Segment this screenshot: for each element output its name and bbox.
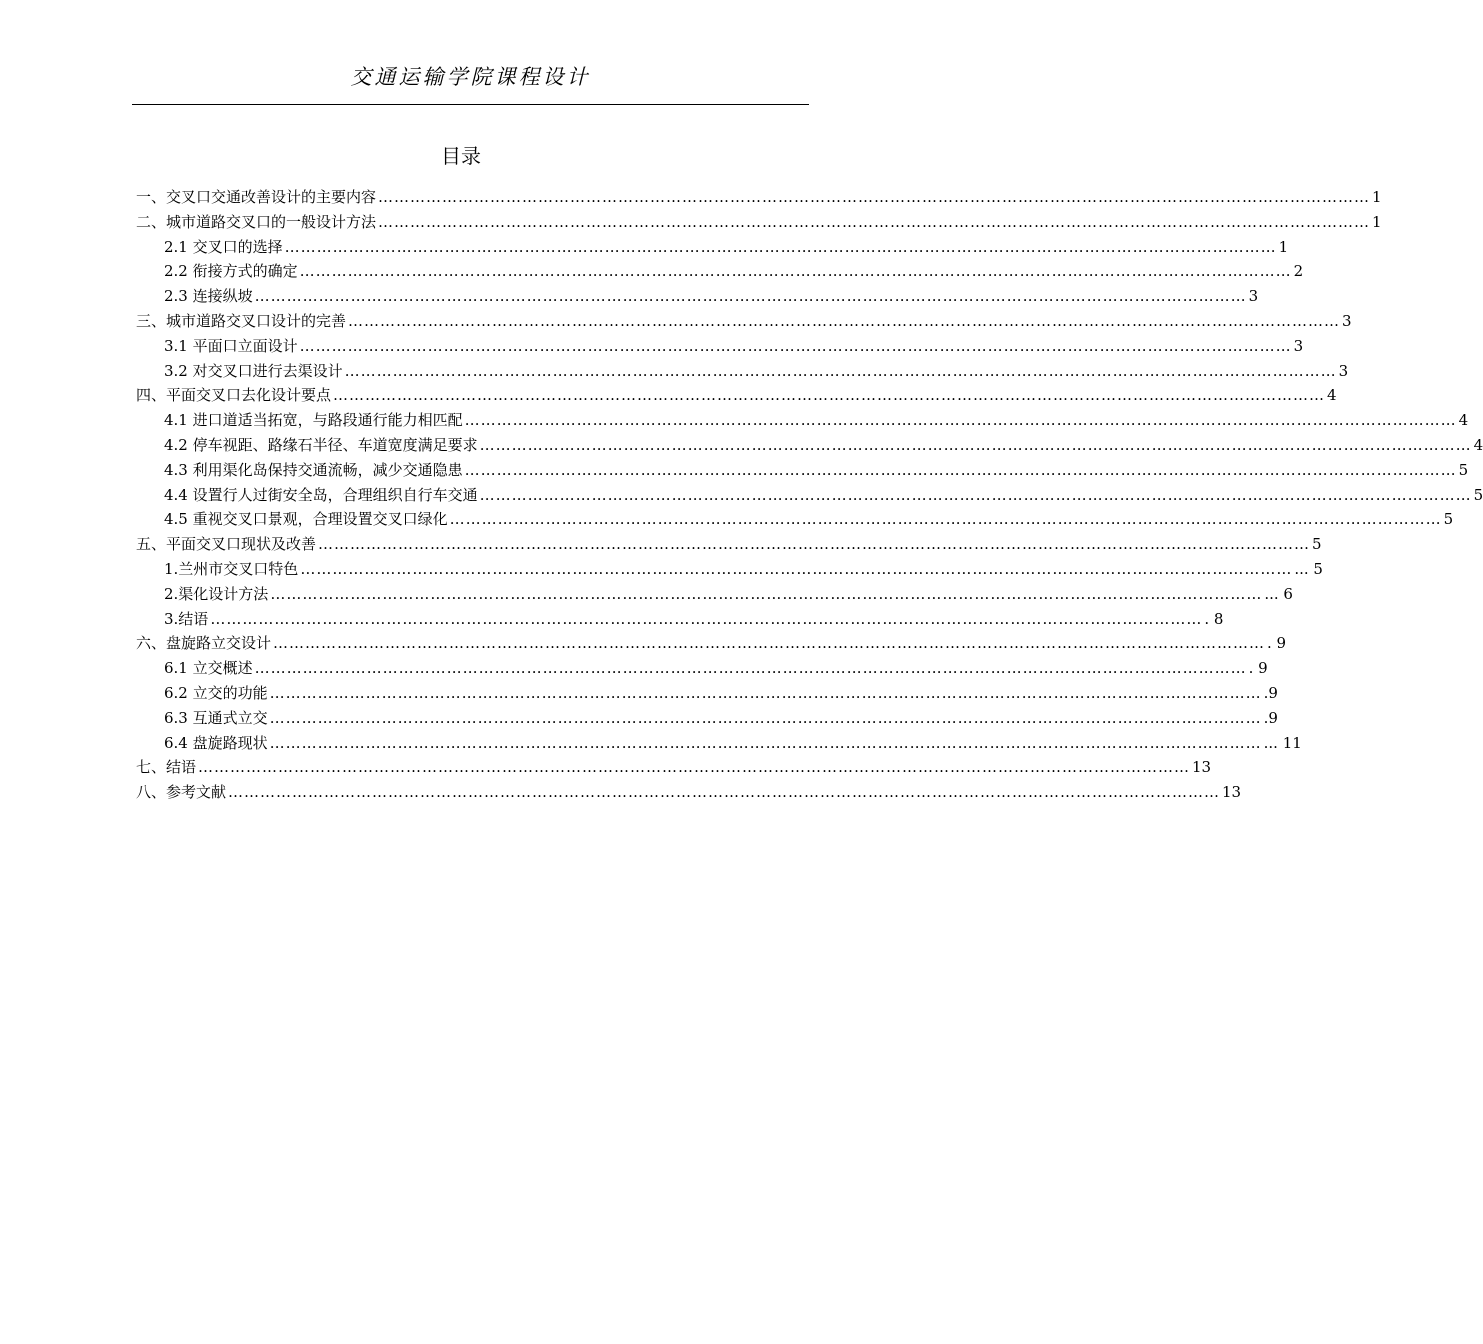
toc-page-number: ... 6 [1264,584,1293,603]
toc-entry-label: 4.5 重视交叉口景观，合理设置交叉口绿化 [164,510,448,529]
toc-entry-label: 二、城市道路交叉口的一般设计方法 [136,212,377,231]
toc-page-number: 3 [1342,311,1352,330]
toc-page-number: 4 [1458,411,1469,430]
toc-page-number: 3 [1293,336,1304,355]
toc-leader: …………………………………………………………………………………………………………………………………………………………………… [348,311,1341,330]
toc-leader: …………………………………………………………………………………………………………………………………………………………………… [269,683,1262,702]
toc-entry[interactable] [136,532,1322,557]
toc-entry[interactable] [136,780,1242,805]
toc-page-number: . 8 [1204,609,1224,628]
toc-leader: …………………………………………………………………………………………………………………………………………………………………… [270,584,1263,603]
toc-entry[interactable] [136,210,1382,235]
toc-entry-label: 三、城市道路交叉口设计的完善 [136,311,347,330]
toc-leader: …………………………………………………………………………………………………………………………………………………………………… [318,535,1311,554]
toc-leader: …………………………………………………………………………………………………………………………………………………………………… [479,435,1472,454]
toc-entry[interactable] [136,681,1278,706]
toc-entry-label: 3.2 对交叉口进行去渠设计 [164,361,343,380]
toc-page-number: 4 [1327,386,1337,405]
toc-entry-label: 4.4 设置行人过街安全岛，合理组织自行车交通 [164,485,478,504]
toc-entry[interactable] [136,284,1259,309]
toc-entry[interactable] [136,185,1382,210]
toc-page-number: . 9 [1267,634,1287,653]
toc-entry[interactable] [136,557,1323,582]
toc-page-number: 13 [1222,783,1242,802]
toc-page-number: . 9 [1248,659,1268,678]
toc-entry-label: 3.1 平面口立面设计 [164,336,298,355]
toc-entry[interactable] [136,507,1454,532]
toc-entry[interactable] [136,582,1293,607]
toc-leader: …………………………………………………………………………………………………………………………………………………………………… [198,758,1191,777]
toc-entry[interactable] [136,755,1212,780]
toc-entry-label: 四、平面交叉口去化设计要点 [136,386,332,405]
toc-page-number: 5 [1312,535,1322,554]
toc-leader: …………………………………………………………………………………………………………………………………………………………………… [300,559,1293,578]
toc-entry-label: 六、盘旋路立交设计 [136,634,272,653]
toc-entry-label: 2.渠化设计方法 [164,584,269,603]
toc-entry[interactable] [136,334,1304,359]
toc-entry[interactable] [136,408,1469,433]
toc-entry-label: 八、参考文献 [136,783,227,802]
toc-page-number: 3 [1248,287,1259,306]
toc-leader: …………………………………………………………………………………………………………………………………………………………………… [479,485,1472,504]
toc-entry[interactable] [136,607,1224,632]
toc-entry-label: 一、交叉口交通改善设计的主要内容 [136,188,377,206]
toc-title: 目录 [441,144,481,168]
toc-leader: …………………………………………………………………………………………………………………………………………………………………… [378,212,1371,231]
toc-entry-label: 6.2 立交的功能 [164,683,268,702]
toc-entry[interactable] [136,731,1302,756]
toc-entry-label: 4.1 进口道适当拓宽，与路段通行能力相匹配 [164,411,463,430]
toc-entry-label: 6.4 盘旋路现状 [164,733,268,752]
toc-leader: …………………………………………………………………………………………………………………………………………………………………… [210,609,1203,628]
toc-entry-label: 4.2 停车视距、路缘石半径、车道宽度满足要求 [164,435,478,454]
toc-entry[interactable] [136,383,1337,408]
toc-entry[interactable] [136,309,1352,334]
table-of-contents [136,185,1483,805]
toc-page-number: ... 5 [1294,559,1323,578]
toc-entry-label: 3.结语 [164,609,209,628]
toc-entry[interactable] [136,235,1289,260]
header-title: 交通运输学院课程设计 [350,65,591,89]
toc-entry-label: 1.兰州市交叉口特色 [164,559,299,578]
toc-leader: …………………………………………………………………………………………………………………………………………………………………… [333,386,1326,405]
toc-leader: …………………………………………………………………………………………………………………………………………………………………… [254,659,1247,678]
toc-leader: …………………………………………………………………………………………………………………………………………………………………… [254,287,1247,306]
toc-page-number: 1 [1278,237,1289,256]
toc-leader: …………………………………………………………………………………………………………………………………………………………………… [464,460,1457,479]
toc-leader: …………………………………………………………………………………………………………………………………………………………………… [464,411,1457,430]
toc-leader: …………………………………………………………………………………………………………………………………………………………………… [269,708,1262,727]
toc-page-number: .9 [1263,708,1278,727]
toc-entry[interactable] [136,656,1268,681]
toc-entry-label: 4.3 利用渠化岛保持交通流畅，减少交通隐患 [164,460,463,479]
toc-entry-label: 2.3 连接纵坡 [164,287,253,306]
toc-leader: …………………………………………………………………………………………………………………………………………………………………… [273,634,1266,653]
toc-entry[interactable] [136,483,1483,508]
toc-entry-label: 6.3 互通式立交 [164,708,268,727]
toc-page-number: 5 [1458,460,1469,479]
toc-leader: …………………………………………………………………………………………………………………………………………………………………… [449,510,1442,529]
toc-page-number: 2 [1293,262,1304,281]
toc-leader: …………………………………………………………………………………………………………………………………………………………………… [269,733,1262,752]
toc-leader: …………………………………………………………………………………………………………………………………………………………………… [344,361,1337,380]
toc-page-number: 13 [1192,758,1212,777]
toc-leader: …………………………………………………………………………………………………………………………………………………………………… [299,262,1292,281]
toc-entry[interactable] [136,433,1483,458]
toc-entry-label: 2.1 交叉口的选择 [164,237,283,256]
toc-page-number: 1 [1372,188,1382,206]
toc-entry[interactable] [136,259,1304,284]
toc-page-number: .9 [1263,683,1278,702]
toc-entry-label: 2.2 衔接方式的确定 [164,262,298,281]
toc-leader: …………………………………………………………………………………………………………………………………………………………………… [284,237,1277,256]
toc-entry-label: 七、结语 [136,758,197,777]
toc-page-number: 5 [1473,485,1483,504]
toc-leader: …………………………………………………………………………………………………………………………………………………………………… [228,783,1221,802]
toc-page-number: 5 [1443,510,1454,529]
page-header [132,62,809,105]
toc-page-number: 1 [1372,212,1382,231]
toc-entry[interactable] [136,706,1278,731]
toc-entry-label: 五、平面交叉口现状及改善 [136,535,317,554]
toc-page-number: 4 [1473,435,1483,454]
toc-leader: …………………………………………………………………………………………………………………………………………………………………… [378,188,1371,206]
toc-entry[interactable] [136,458,1469,483]
toc-leader: …………………………………………………………………………………………………………………………………………………………………… [299,336,1292,355]
toc-entry[interactable] [136,359,1349,384]
toc-page-number: 3 [1338,361,1349,380]
toc-entry-label: 6.1 立交概述 [164,659,253,678]
toc-page-number: ... 11 [1263,733,1302,752]
toc-entry[interactable] [136,631,1287,656]
